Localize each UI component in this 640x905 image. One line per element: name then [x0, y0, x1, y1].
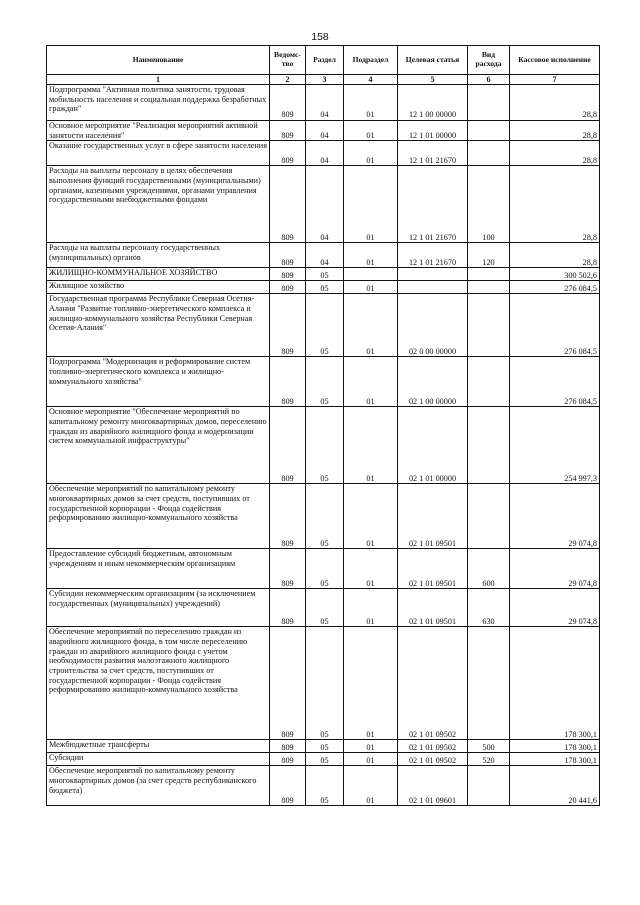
table-row — [47, 166, 600, 243]
row-subsection — [344, 268, 398, 281]
column-number-row — [47, 75, 600, 85]
row-expense-type: 500 — [468, 740, 510, 753]
row-subsection: 01 — [344, 549, 398, 589]
row-section: 04 — [306, 141, 344, 166]
row-section: 05 — [306, 740, 344, 753]
row-subsection: 01 — [344, 589, 398, 627]
row-section: 04 — [306, 166, 344, 243]
row-cash-execution: 300 502,6 — [510, 268, 600, 281]
row-name: Основное мероприятие "Обеспечение мероприятий по капитальному ремонту многоквартирных домов, переселению граждан из аварийного жилищного фонда и модернизации систем коммунальной инфраструктуры" — [47, 407, 270, 484]
row-name: Расходы на выплаты персоналу в целях обеспечения выполнения функций государственными (муниципальными) органами, казенными учреждениями, органами управления государственными внебюджетными фондами — [47, 166, 270, 243]
row-section: 05 — [306, 627, 344, 740]
column-number: 4 — [344, 75, 398, 85]
row-department: 809 — [270, 753, 306, 766]
row-cash-execution: 29 074,8 — [510, 484, 600, 549]
table-row — [47, 766, 600, 806]
header-name: Наименование — [47, 46, 270, 75]
row-section: 05 — [306, 753, 344, 766]
row-department: 809 — [270, 766, 306, 806]
table-row — [47, 85, 600, 121]
row-cash-execution: 29 074,8 — [510, 589, 600, 627]
header-cash-execution: Кассовое исполнение — [510, 46, 600, 75]
row-name: Обеспечение мероприятий по капитальному ремонту многоквартирных домов (за счет средств республиканского бюджета) — [47, 766, 270, 806]
row-cash-execution: 276 084,5 — [510, 281, 600, 294]
row-subsection: 01 — [344, 141, 398, 166]
row-department: 809 — [270, 589, 306, 627]
table-row — [47, 141, 600, 166]
column-number: 7 — [510, 75, 600, 85]
row-department: 809 — [270, 407, 306, 484]
row-department: 809 — [270, 740, 306, 753]
row-section: 04 — [306, 121, 344, 141]
row-expense-type: 120 — [468, 243, 510, 268]
row-expense-type — [468, 294, 510, 357]
row-name: Оказание государственных услуг в сфере занятости населения — [47, 141, 270, 166]
row-expense-type: 100 — [468, 166, 510, 243]
row-target-article: 02 1 01 09601 — [398, 766, 468, 806]
header-section: Раздел — [306, 46, 344, 75]
row-department: 809 — [270, 166, 306, 243]
row-expense-type: 520 — [468, 753, 510, 766]
header-expense-type: Вид расхода — [468, 46, 510, 75]
row-name: Субсидии некоммерческим организациям (за исключением государственных (муниципальных) учреждений) — [47, 589, 270, 627]
row-target-article: 02 1 01 09502 — [398, 627, 468, 740]
row-cash-execution: 254 997,3 — [510, 407, 600, 484]
row-section: 04 — [306, 243, 344, 268]
row-target-article: 12 1 00 00000 — [398, 85, 468, 121]
header-target-article: Целевая статья — [398, 46, 468, 75]
row-expense-type — [468, 357, 510, 407]
row-expense-type — [468, 484, 510, 549]
row-subsection: 01 — [344, 407, 398, 484]
table-row — [47, 121, 600, 141]
table-row — [47, 281, 600, 294]
row-cash-execution: 28,8 — [510, 243, 600, 268]
row-target-article: 12 1 01 21670 — [398, 243, 468, 268]
table-row — [47, 753, 600, 766]
row-subsection: 01 — [344, 740, 398, 753]
row-department: 809 — [270, 294, 306, 357]
budget-table — [46, 45, 600, 806]
table-row — [47, 357, 600, 407]
row-department: 809 — [270, 85, 306, 121]
row-name: Обеспечение мероприятий по переселению граждан из аварийного жилищного фонда, в том числе переселению граждан из аварийного жилищного фонда с учетом необходимости развития малоэтажного жилищного строительства за счет средств, поступивших от государственной корпорации - Фонда содействия реформированию жилищно-коммунального хозяйства — [47, 627, 270, 740]
row-subsection: 01 — [344, 121, 398, 141]
table-row — [47, 549, 600, 589]
row-department: 809 — [270, 627, 306, 740]
row-expense-type — [468, 268, 510, 281]
row-cash-execution: 28,8 — [510, 85, 600, 121]
row-department: 809 — [270, 281, 306, 294]
row-cash-execution: 28,8 — [510, 166, 600, 243]
row-cash-execution: 20 441,6 — [510, 766, 600, 806]
row-name: Жилищное хозяйство — [47, 281, 270, 294]
row-name: Основное мероприятие "Реализация мероприятий активной занятости населения" — [47, 121, 270, 141]
row-expense-type — [468, 85, 510, 121]
row-department: 809 — [270, 484, 306, 549]
row-subsection: 01 — [344, 85, 398, 121]
row-expense-type — [468, 627, 510, 740]
row-section: 05 — [306, 484, 344, 549]
table-body — [47, 85, 600, 806]
row-target-article: 02 1 01 09501 — [398, 484, 468, 549]
header-row — [47, 46, 600, 75]
row-section: 05 — [306, 281, 344, 294]
row-expense-type — [468, 121, 510, 141]
row-section: 05 — [306, 268, 344, 281]
row-department: 809 — [270, 243, 306, 268]
table-row — [47, 243, 600, 268]
row-section: 05 — [306, 407, 344, 484]
row-expense-type — [468, 141, 510, 166]
row-target-article: 02 1 00 00000 — [398, 357, 468, 407]
column-number: 3 — [306, 75, 344, 85]
table-row — [47, 294, 600, 357]
row-target-article: 12 1 01 21670 — [398, 166, 468, 243]
row-section: 05 — [306, 766, 344, 806]
row-name: Обеспечение мероприятий по капитальному ремонту многоквартирных домов за счет средств, поступивших от государственной корпорации - Фонда содействия реформированию жилищно-коммунального хозяйства — [47, 484, 270, 549]
row-subsection: 01 — [344, 294, 398, 357]
row-subsection: 01 — [344, 627, 398, 740]
page-number: 158 — [311, 31, 329, 43]
row-subsection: 01 — [344, 484, 398, 549]
row-section: 05 — [306, 589, 344, 627]
row-department: 809 — [270, 141, 306, 166]
row-subsection: 01 — [344, 357, 398, 407]
row-cash-execution: 28,8 — [510, 141, 600, 166]
row-section: 04 — [306, 85, 344, 121]
row-target-article: 12 1 01 00000 — [398, 121, 468, 141]
header-department: Ведомс-тво — [270, 46, 306, 75]
column-number: 5 — [398, 75, 468, 85]
row-target-article: 02 1 01 09501 — [398, 589, 468, 627]
row-department: 809 — [270, 268, 306, 281]
row-name: ЖИЛИЩНО-КОММУНАЛЬНОЕ ХОЗЯЙСТВО — [47, 268, 270, 281]
row-department: 809 — [270, 357, 306, 407]
column-number: 1 — [47, 75, 270, 85]
row-target-article: 02 1 01 09501 — [398, 549, 468, 589]
row-cash-execution: 29 074,8 — [510, 549, 600, 589]
row-name: Подпрограмма "Модернизация и реформирование систем топливно-энергетического комплекса и жилищно-коммунального хозяйства" — [47, 357, 270, 407]
row-name: Предоставление субсидий бюджетным, автономным учреждениям и иным некоммерческим организациям — [47, 549, 270, 589]
row-subsection: 01 — [344, 166, 398, 243]
header-subsection: Подраздел — [344, 46, 398, 75]
row-target-article: 02 1 01 00000 — [398, 407, 468, 484]
row-name: Межбюджетные трансферты — [47, 740, 270, 753]
row-cash-execution: 28,8 — [510, 121, 600, 141]
row-target-article: 02 1 01 09502 — [398, 740, 468, 753]
table-row — [47, 407, 600, 484]
row-target-article: 02 1 01 09502 — [398, 753, 468, 766]
row-section: 05 — [306, 549, 344, 589]
table-row — [47, 268, 600, 281]
row-subsection: 01 — [344, 281, 398, 294]
row-department: 809 — [270, 549, 306, 589]
table-row — [47, 627, 600, 740]
row-cash-execution: 178 300,1 — [510, 740, 600, 753]
row-target-article — [398, 281, 468, 294]
row-cash-execution: 178 300,1 — [510, 753, 600, 766]
row-cash-execution: 276 084,5 — [510, 294, 600, 357]
column-number: 2 — [270, 75, 306, 85]
row-department: 809 — [270, 121, 306, 141]
row-name: Подпрограмма "Активная политика занятости, трудовая мобильность населения и социальная поддержка безработных граждан" — [47, 85, 270, 121]
row-target-article: 02 0 00 00000 — [398, 294, 468, 357]
row-expense-type: 600 — [468, 549, 510, 589]
row-expense-type — [468, 766, 510, 806]
row-subsection: 01 — [344, 766, 398, 806]
column-number: 6 — [468, 75, 510, 85]
row-name: Государственная программа Республики Северная Осетия-Алания "Развитие топливно-энергетического комплекса и жилищно-коммунального хозяйства Республики Северная Осетия-Алания" — [47, 294, 270, 357]
row-subsection: 01 — [344, 243, 398, 268]
row-subsection: 01 — [344, 753, 398, 766]
row-name: Субсидии — [47, 753, 270, 766]
row-expense-type: 630 — [468, 589, 510, 627]
row-section: 05 — [306, 357, 344, 407]
table-row — [47, 589, 600, 627]
row-target-article: 12 1 01 21670 — [398, 141, 468, 166]
row-name: Расходы на выплаты персоналу государственных (муниципальных) органов — [47, 243, 270, 268]
row-expense-type — [468, 407, 510, 484]
row-cash-execution: 178 300,1 — [510, 627, 600, 740]
row-expense-type — [468, 281, 510, 294]
row-cash-execution: 276 084,5 — [510, 357, 600, 407]
table-row — [47, 740, 600, 753]
row-target-article — [398, 268, 468, 281]
table-row — [47, 484, 600, 549]
row-section: 05 — [306, 294, 344, 357]
